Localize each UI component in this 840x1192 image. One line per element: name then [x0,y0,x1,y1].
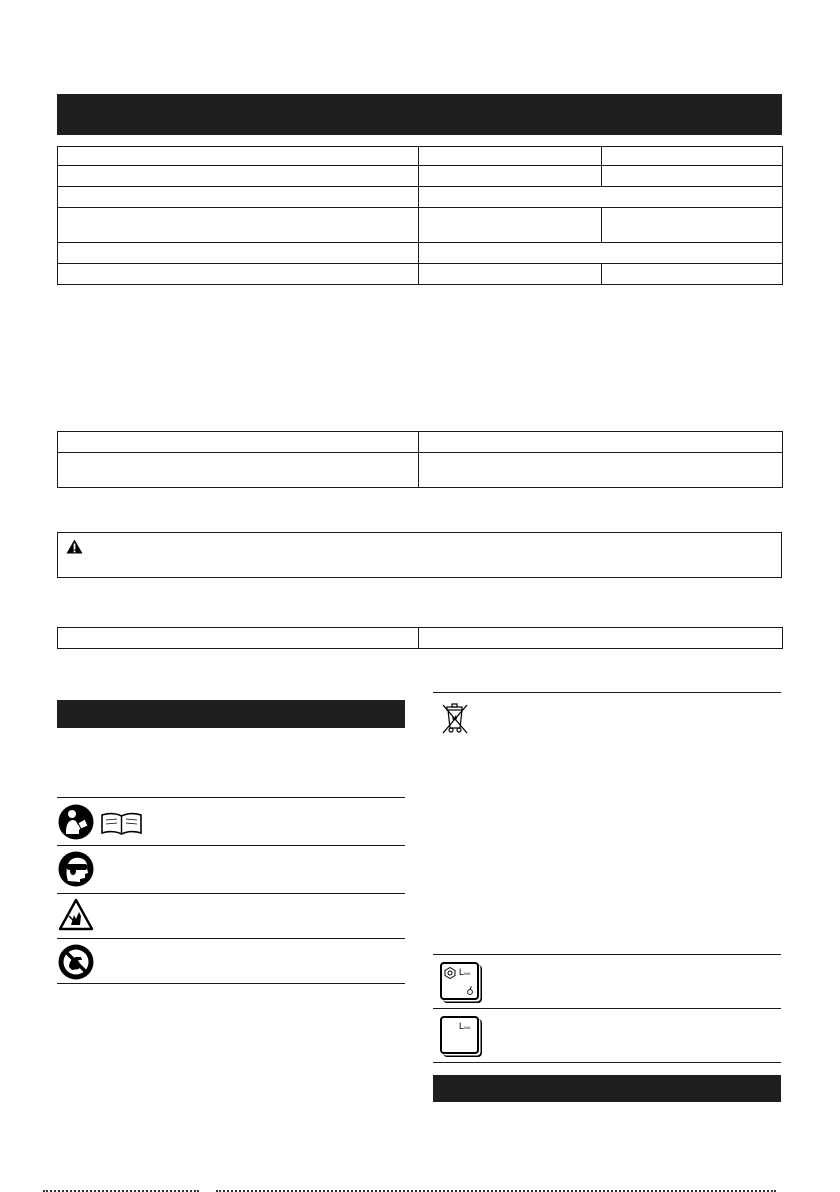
table-cell [419,147,602,166]
table-cell [58,147,419,166]
table-cell [58,264,419,285]
table-row [58,166,783,187]
divider [433,1008,781,1009]
sound-source-icon [466,986,474,995]
read-manual-icon [58,804,94,840]
divider [433,954,781,955]
divider [433,692,781,693]
noise-table [57,431,783,488]
divider [57,938,405,939]
warning-triangle-icon [66,539,83,554]
lwa-letter: L [459,967,465,977]
table-cell [58,628,419,649]
table-cell [58,453,419,488]
table-cell [58,187,419,208]
section-header-bar [433,1075,781,1102]
sound-power-level-label-with-engine-icon [440,962,479,1000]
table-cell [602,208,783,243]
cut-hazard-triangle-icon [58,898,94,931]
table-cell [419,264,602,285]
warning-box [57,532,782,578]
table-cell [419,166,602,187]
table-cell [419,432,783,453]
table-cell [419,187,783,208]
divider [57,845,405,846]
manual-book-icon [100,812,143,835]
no-hand-prohibition-icon [58,944,94,980]
crossed-out-wheelie-bin-icon [438,702,472,734]
sound-power-level-label-icon [440,1016,479,1054]
table-cell [419,243,783,264]
table-cell [58,243,419,264]
table-row [58,628,783,649]
specifications-table [57,146,783,285]
table-cell [602,264,783,285]
table-cell [58,166,419,187]
table-cell [58,432,419,453]
vibration-table [57,627,783,649]
table-row [58,432,783,453]
lwa-subscript: WA [464,1025,471,1030]
engine-gear-icon [444,967,456,979]
divider [433,1062,781,1063]
table-cell [58,208,419,243]
table-cell [419,628,783,649]
table-row [58,208,783,243]
lwa-label [459,968,470,978]
lwa-label [459,1022,470,1032]
specifications-header-bar [57,94,782,135]
table-cell [419,208,602,243]
table-row [58,187,783,208]
table-cell [602,147,783,166]
symbols-header-bar [57,700,405,728]
divider [57,983,405,984]
table-row [58,147,783,166]
table-cell [602,166,783,187]
eye-ear-protection-icon [58,851,94,887]
lwa-letter: L [459,1021,465,1031]
divider [57,797,405,798]
divider [57,893,405,894]
table-row [58,243,783,264]
lwa-subscript: WA [464,971,471,976]
table-row [58,264,783,285]
table-row [58,453,783,488]
table-cell [419,453,783,488]
